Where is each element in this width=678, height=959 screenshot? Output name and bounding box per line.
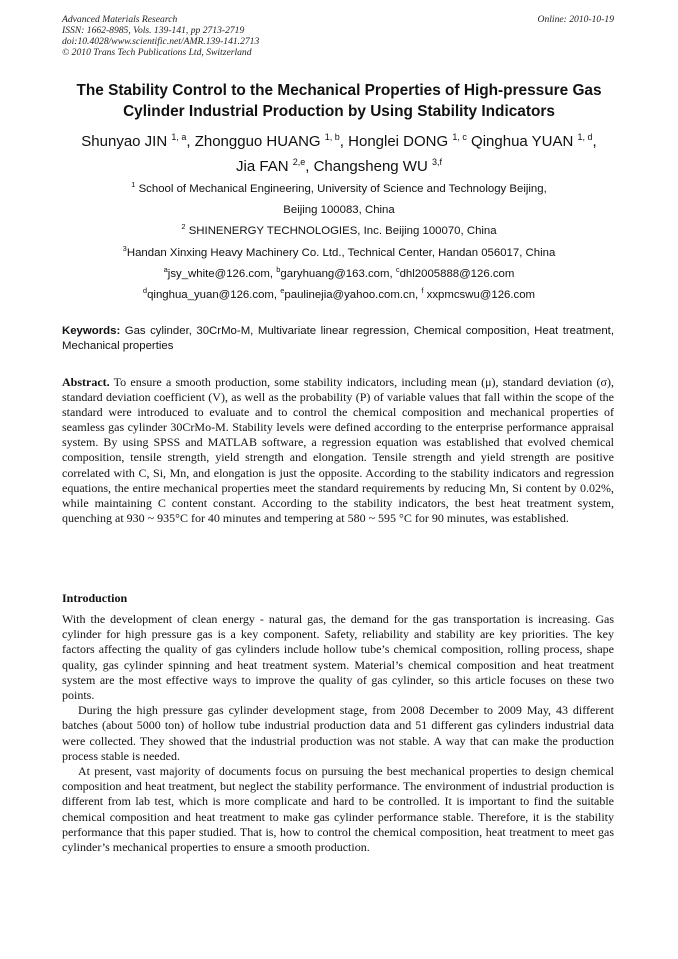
author-affil-mark: 3,f	[431, 157, 442, 167]
section-heading-introduction: Introduction	[62, 591, 128, 605]
email-address: qinghua_yuan@126.com,	[147, 289, 281, 302]
email-address: dhl2005888@126.com	[399, 267, 515, 280]
author-name: Qinghua YUAN	[471, 133, 574, 150]
author-affil-mark: 1, c	[452, 132, 467, 142]
email-mark: b	[276, 264, 281, 274]
affiliation-2	[30, 221, 648, 242]
email-mark: a	[163, 264, 168, 274]
email-address: xxpmcswu@126.com	[423, 289, 536, 302]
author-affil-mark: 1, d	[577, 132, 593, 142]
author-line-1	[30, 129, 648, 154]
journal-name: Advanced Materials Research	[62, 14, 178, 25]
author-list	[30, 129, 648, 179]
author-separator: ,	[305, 158, 314, 175]
email-mark: c	[395, 264, 400, 274]
author-name: Zhongguo HUANG	[194, 133, 321, 150]
email-address: garyhuang@163.com,	[280, 267, 396, 280]
affiliations	[30, 179, 648, 306]
keywords-text: Gas cylinder, 30CrMo-M, Multivariate linear regression, Chemical composition, Heat treatment, Mechanical properties	[62, 325, 614, 352]
copyright-line: © 2010 Trans Tech Publications Ltd, Switzerland	[62, 47, 252, 58]
author-name: Jia FAN	[236, 158, 289, 175]
email-line-2	[30, 285, 648, 306]
author-affil-mark: 2,e	[292, 157, 306, 167]
author-separator: ,	[592, 133, 597, 150]
author-separator: ,	[186, 133, 195, 150]
title-line-1: The Stability Control to the Mechanical Properties of High-pressure Gas	[76, 82, 602, 99]
email-mark: f	[421, 286, 424, 296]
author-affil-mark: 1, b	[324, 132, 340, 142]
journal-header	[62, 14, 614, 58]
introduction-body	[62, 612, 614, 855]
abstract-block	[62, 375, 614, 526]
doi-line: doi:10.4028/www.scientific.net/AMR.139-141.2713	[62, 36, 260, 47]
email-address: paulinejia@yahoo.com.cn,	[284, 289, 422, 302]
author-line-2	[30, 154, 648, 179]
issn-line: ISSN: 1662-8985, Vols. 139-141, pp 2713-2719	[62, 25, 245, 36]
affil-text: Handan Xinxing Heavy Machinery Co. Ltd., Technical Center, Handan 056017, China	[126, 246, 556, 259]
author-affil-mark: 1, a	[171, 132, 187, 142]
author-name: Shunyao JIN	[81, 133, 168, 150]
online-date: Online: 2010-10-19	[537, 14, 614, 25]
affiliation-3	[30, 243, 648, 264]
abstract-label: Abstract.	[62, 375, 110, 389]
paragraph: At present, vast majority of documents focus on pursuing the best mechanical properties to design chemical composition and heat treatment, but neglect the stability performance. The environment of industrial production is different from lab test, which is more complicate and hard to be controlled. It is important to find the suitable chemical composition and heat treatment to make gas cylinder performance stable. Therefore, it is the stability performance that this paper studied. That is, how to control the chemical composition, heat treatment to meet gas cylinder’s mechanical properties to ensure a smooth production.	[62, 764, 614, 855]
paper-title	[40, 80, 638, 122]
affiliation-1-cont: Beijing 100083, China	[283, 204, 395, 217]
paragraph: During the high pressure gas cylinder development stage, from 2008 December to 2009 May, 43 different batches (about 5000 ton) of hollow tube industrial production data and 51 different gas cylinders industrial data were collected. They showed that the industrial production was not stable. A way that can make the production process stable is needed.	[62, 703, 614, 763]
author-separator: ,	[339, 133, 349, 150]
affil-mark: 3	[122, 243, 127, 253]
email-address: jsy_white@126.com,	[167, 267, 277, 280]
affil-mark: 1	[131, 180, 136, 189]
affiliation-1	[30, 179, 648, 200]
affil-mark: 2	[181, 222, 186, 232]
email-line-1	[30, 264, 648, 285]
affil-text: School of Mechanical Engineering, University of Science and Technology Beijing,	[135, 183, 547, 195]
affil-text: SHINENERGY TECHNOLOGIES, Inc. Beijing 100070, China	[185, 225, 497, 238]
paragraph: With the development of clean energy - natural gas, the demand for the gas transportation is increasing. Gas cylinder for high pressure gas is a key component. Safety, reliability and stability are key priorities. The key factors affecting the quality of gas cylinders include hollow tube’s chemical composition, rolling process, shape quality, gas cylinder spinning and heat treatment system. Material’s chemical composition and heat treatment system are the most effective ways to improve the quality of gas cylinder, so this article focuses on these two points.	[62, 612, 614, 703]
keywords-block	[62, 324, 614, 354]
title-line-2: Cylinder Industrial Production by Using Stability Indicators	[123, 103, 555, 120]
email-mark: d	[142, 286, 148, 296]
abstract-text: To ensure a smooth production, some stability indicators, including mean (μ), standard deviation (σ), standard deviation coefficient (V), as well as the probability (P) of variable values that fall within the scope of the standard were introduced to evaluate and to control the chemical composition and mechanical properties of seamless gas cylinder 30CrMo-M. Stability levels were defined according to the enterprise performance appraisal system. By using SPSS and MATLAB software, a regression equation was established that evolved chemical composition, tensile strength, yield strength and elongation. Tensile strength and yield strength are positive correlated with C, Si, Mn, and elongation is just the opposite. According to the stability indicators and regression equations, the entire mechanical properties meet the standard requirements by reducing Mn, Si content by 0.02%, while maintaining C content constant. According to the stability indicators, the best heat treatment system, quenching at 930 ~ 935°C for 40 minutes and tempering at 580 ~ 595 °C for 90 minutes, was established.	[62, 375, 614, 525]
keywords-label: Keywords:	[62, 325, 121, 337]
author-name: Changsheng WU	[313, 158, 428, 175]
author-name: Honglei DONG	[348, 133, 449, 150]
email-mark: e	[280, 286, 285, 296]
